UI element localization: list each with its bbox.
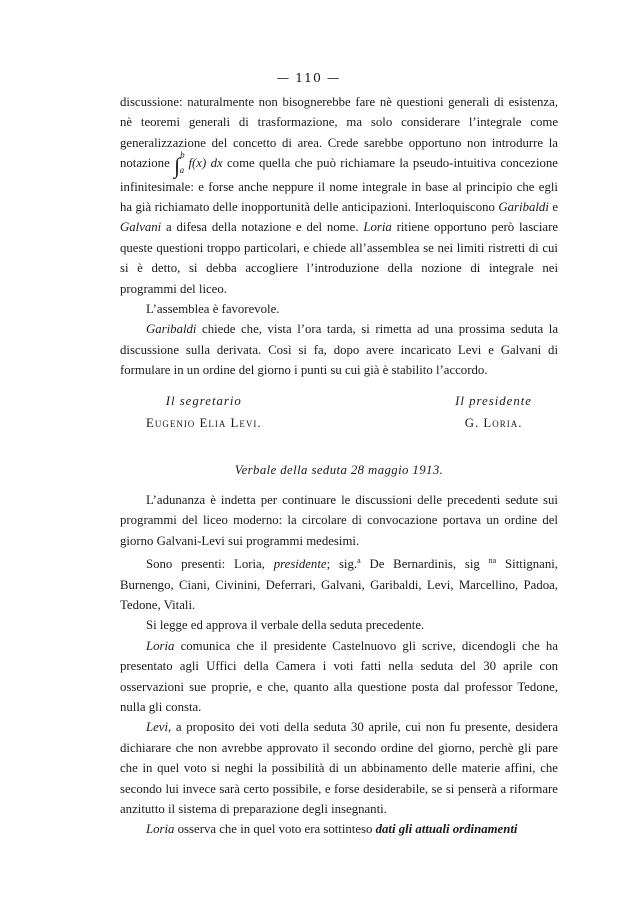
person-name: Loria bbox=[146, 822, 175, 837]
paragraph-minutes: Si legge ed approva il verbale della seduta precedente. bbox=[146, 618, 425, 633]
person-name: Garibaldi bbox=[498, 200, 549, 215]
paragraph-attendees bbox=[120, 551, 558, 615]
emphasis-text: dati gli attuali ordinamenti bbox=[375, 822, 518, 837]
person-name: Loria bbox=[146, 638, 175, 653]
paragraph-loria-communicates bbox=[120, 636, 558, 718]
signature-secretary bbox=[146, 391, 262, 434]
paragraph-text: De Bernardinis, sig bbox=[369, 557, 480, 572]
section-title: Verbale della seduta 28 maggio 1913. bbox=[234, 462, 444, 477]
integral-lower-limit: a bbox=[179, 165, 185, 176]
signature-role: Il presidente bbox=[455, 393, 532, 408]
signatures bbox=[120, 391, 558, 434]
person-name: Galvani bbox=[120, 220, 162, 235]
integral-sign: ∫ bbox=[174, 153, 181, 179]
person-name: Loria bbox=[363, 220, 392, 235]
page-number: — 110 — bbox=[276, 70, 341, 85]
signature-name: Eugenio Elia Levi. bbox=[146, 416, 262, 431]
paragraph-text: osserva che in quel voto era sottinteso bbox=[177, 822, 373, 837]
paragraph-loria-observes bbox=[120, 819, 558, 839]
paragraph-notation bbox=[120, 92, 558, 299]
role-label: presidente bbox=[273, 557, 327, 572]
paragraph-text: discussione: naturalmente non bisognerebbe fare nè questioni generali di esistenza, nè teoremi generali di trasformazione, ma solo considerare l’integrale come generalizzazione del concetto di area. Crede sarebbe opportuno non introdurre la notazione bbox=[120, 95, 558, 171]
person-name: Garibaldi bbox=[146, 322, 197, 337]
paragraph-assembly: L’assemblea è favorevole. bbox=[146, 302, 280, 317]
integral-formula bbox=[174, 150, 223, 179]
paragraph-text: e bbox=[552, 200, 559, 215]
paragraph-text: ; sig. bbox=[326, 557, 358, 572]
paragraph-meeting: L’adunanza è indetta per continuare le discussioni delle precedenti sedute sui programmi del liceo moderno: la circolare di convocazione portava un ordine del giorno Galvani-Levi sui programmi medesimi. bbox=[120, 492, 558, 548]
paragraph-text: ritiene opportuno però lasciare queste questioni troppo particolari, e chiede all’assemblea se nei limiti ristretti di cui si è detto, si debba accogliere l’introduzione della nozione di integrale nei programmi del liceo. bbox=[120, 220, 559, 296]
paragraph-levi bbox=[120, 717, 558, 819]
signature-president bbox=[455, 391, 532, 434]
signature-role: Il segretario bbox=[165, 393, 242, 408]
paragraph-text: Sittignani, Burnengo, Ciani, Civinini, Deferrari, Galvani, Garibaldi, Levi, Marcellino, Padoa, Tedone, Vitali. bbox=[120, 557, 558, 612]
paragraph-text: a difesa della notazione e del nome. bbox=[166, 220, 359, 235]
paragraph-text: comunica che il presidente Castelnuovo gli scrive, dicendogli che ha presentato agli Uffici della Camera i voti fatti nella seduta del 30 aprile con osservazioni sue proprie, e che, quanto alla questione posta dal professor Tedone, nulla gli consta. bbox=[120, 638, 558, 714]
integral-body: f(x) dx bbox=[188, 156, 223, 171]
paragraph-text: , a proposito dei voti della seduta 30 aprile, cui non fu presente, desidera dichiarare che non avrebbe approvato il secondo ordine del giorno, perchè gli pare che in quel voto si neghi la possibilità di un abbinamento delle materie affini, che secondo lui invece sarà certo possibile, e forse desiderabile, se si penserà a riformare anzitutto il sistema di preparazione degli insegnanti. bbox=[120, 720, 558, 816]
signature-name: G. Loria. bbox=[464, 416, 523, 431]
paragraph-text: Sono presenti: Loria, bbox=[146, 557, 265, 572]
paragraph-garibaldi bbox=[120, 319, 558, 380]
integral-upper-limit: b bbox=[180, 150, 185, 161]
paragraph-text: come quella che può richiamare la pseudo-intuitiva concezione infinitesimale: e forse anche neppure il nome integrale in base al principio che egli ha già richiamato delle inopportunità delle anticipazioni. Interloquiscono bbox=[120, 156, 558, 215]
paragraph-text: chiede che, vista l’ora tarda, si rimetta ad una prossima seduta la discussione sulla derivata. Così si fa, dopo avere incaricato Levi e Galvani di formulare in un ordine del giorno i punti su cui già è stabilito l’accordo. bbox=[120, 322, 559, 378]
superscript: a bbox=[357, 556, 361, 566]
page-body bbox=[120, 92, 558, 840]
superscript: na bbox=[488, 556, 497, 566]
person-name: Levi bbox=[146, 720, 169, 735]
